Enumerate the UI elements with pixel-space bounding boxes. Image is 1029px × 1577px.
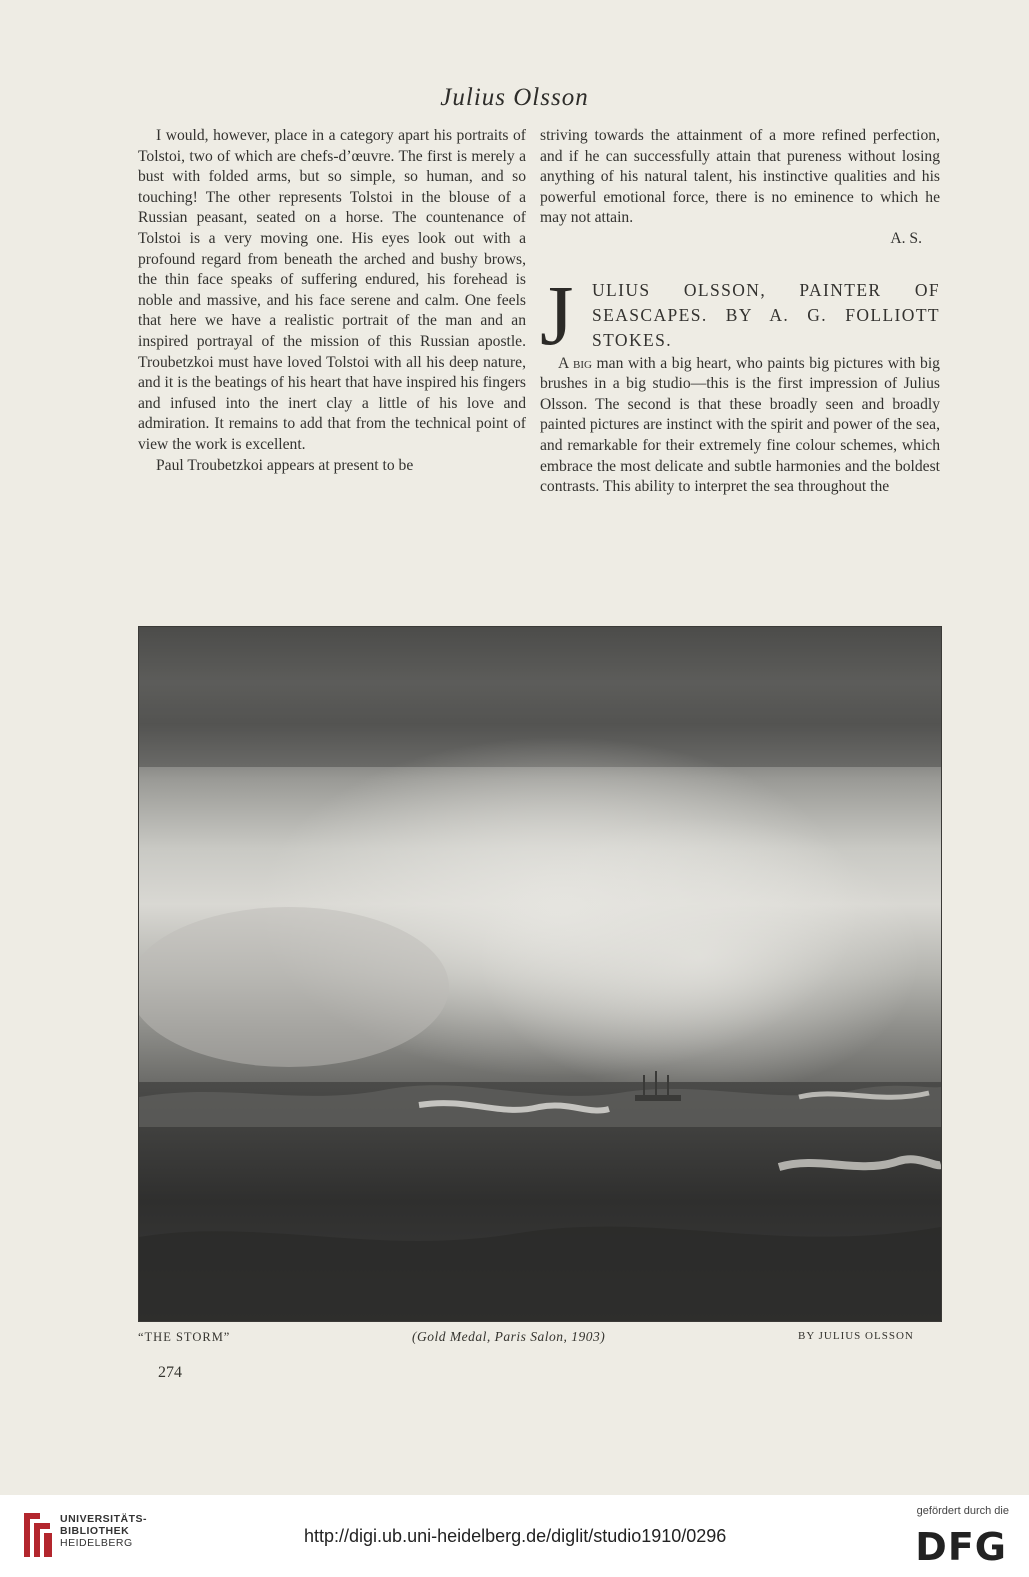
caption-award: (Gold Medal, Paris Salon, 1903) — [412, 1329, 606, 1344]
haze — [139, 907, 449, 1067]
library-name-line-3: HEIDELBERG — [60, 1537, 133, 1549]
left-paragraph-1: I would, however, place in a category apart his portraits of Tolstoi, two of which are chefs-d’œuvre. The first is merely a bust with folded arms, but so simple, so human, and so touching! The other represents Tolstoi in the blouse of a Russian peasant, seated on a horse. The countenance of Tolstoi is a very moving one. His eyes look out with a profound regard from beneath the arched and bushy brows, the thin face speaks of suffering endured, his forehead is noble and massive, and his face serene and calm. One feels that here we have a realistic portrait of the man and an inspired portrayal of the mission of this Russian apostle. Troubetzkoi must have loved Tolstoi with all his deep nature, and it is the beatings of his heart that have inspired his fingers and infused into the inert clay a little of his love and admiration. It remains to add that from the technical point of view the work is excellent. — [138, 127, 526, 453]
library-name-line-2: BIBLIOTHEK — [60, 1525, 130, 1537]
right-column — [540, 126, 940, 498]
article-body-text: man with a big heart, who paints big pictures with big brushes in a big studio—this is the first impression of Julius Olsson. The second is that these broadly seen and broadly painted pictures are instinct with the spirit and power of the sea, and remarkable for their extremely fine colour schemes, which embrace the most delicate and subtle harmonies and the boldest contrasts. This ability to interpret the sea throughout the — [540, 354, 940, 496]
right-paragraph-continued: striving towards the attainment of a more refined perfection, and if he can successfully attain that pureness without losing anything of his natural talent, his instinctive qualities and his powerful emotional force, there is no eminence to which he may not attain. — [540, 127, 940, 227]
funded-by-label: gefördert durch die — [916, 1505, 1009, 1517]
digitization-footer — [0, 1495, 1029, 1577]
university-library-logo-icon — [20, 1509, 56, 1561]
lead-smallcaps: A big — [558, 354, 592, 372]
title-dropcap: J — [540, 266, 574, 363]
foreground-swell — [139, 1227, 941, 1321]
seascape-illustration — [139, 627, 941, 1321]
left-column — [138, 126, 526, 476]
author-signature: A. S. — [890, 229, 922, 247]
source-url-link[interactable]: http://digi.ub.uni-heidelberg.de/diglit/studio1910/0296 — [304, 1526, 727, 1546]
title-text: ULIUS OLSSON, PAINTER OF SEASCAPES. BY A. G. FOLLIOTT STOKES. — [592, 279, 940, 350]
library-name — [60, 1513, 147, 1549]
caption-artist: BY JULIUS OLSSON — [798, 1330, 914, 1342]
storm-painting-plate — [138, 626, 942, 1322]
dfg-logo: DFG — [915, 1525, 1007, 1569]
library-name-line-1: UNIVERSITÄTS- — [60, 1513, 148, 1525]
caption-title: “THE STORM” — [138, 1330, 231, 1344]
bright-cloud-2 — [479, 817, 919, 1097]
running-head: Julius Olsson — [440, 84, 589, 111]
page-number: 274 — [158, 1364, 182, 1381]
article-body-paragraph — [540, 354, 940, 498]
left-paragraph-2: Paul Troubetzkoi appears at present to be — [156, 456, 414, 474]
